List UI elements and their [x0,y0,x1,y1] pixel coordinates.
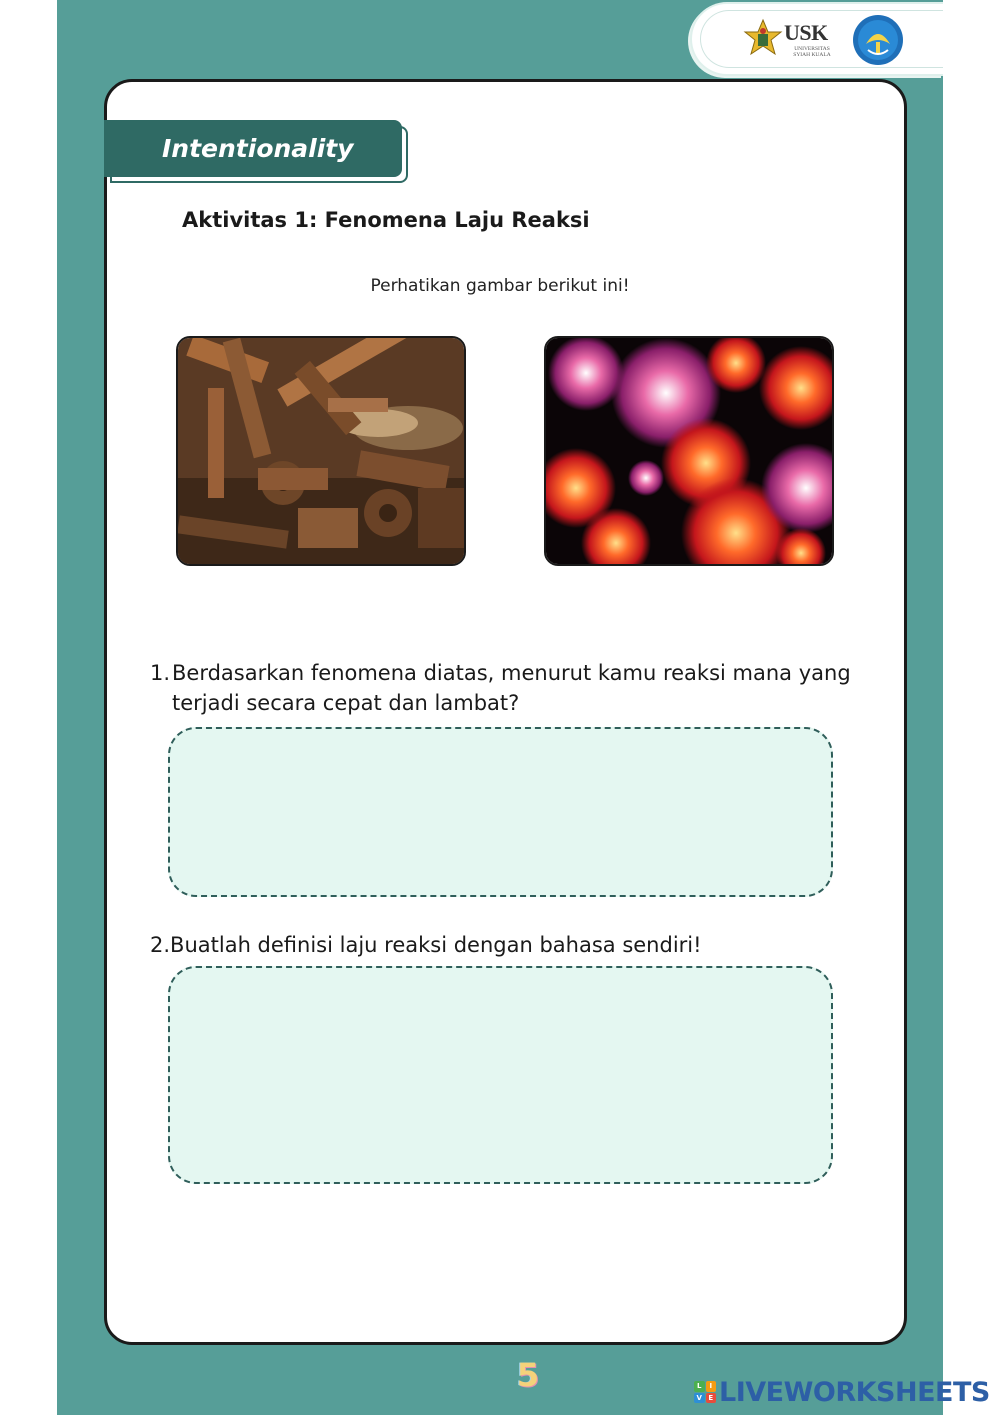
liveworksheets-logo[interactable] [694,1374,990,1410]
question-1-number: 1. [150,661,171,685]
rusty-metal-image [176,336,466,566]
section-tag-label: Intentionality [162,134,354,163]
liveworksheets-icon: L I V E [694,1381,716,1403]
usk-logo-text: USK [784,20,828,45]
usk-emblem-icon [742,18,784,60]
question-1 [150,658,880,718]
usk-logo-subtext: UNIVERSITAS SYIAH KUALA [793,46,831,58]
fireworks-image [544,336,834,566]
question-2-text: Buatlah definisi laju reaksi dengan bahasa sendiri! [170,933,702,957]
question-2-number: 2. [150,933,171,957]
liveworksheets-brand-text: LIVEWORKSHEETS [719,1376,990,1408]
question-1-text: Berdasarkan fenomena diatas, menurut kamu reaksi mana yang terjadi secara cepat dan lambat? [172,661,851,715]
logo-header [690,2,943,76]
section-tag [104,120,408,184]
question-2 [150,930,880,960]
page-number: 5 [516,1356,540,1394]
answer-1-field[interactable] [168,727,833,897]
activity-title: Aktivitas 1: Fenomena Laju Reaksi [182,208,590,232]
answer-2-field[interactable] [168,966,833,1184]
tut-wuri-handayani-icon [852,14,904,66]
instruction-text: Perhatikan gambar berikut ini! [370,276,630,296]
